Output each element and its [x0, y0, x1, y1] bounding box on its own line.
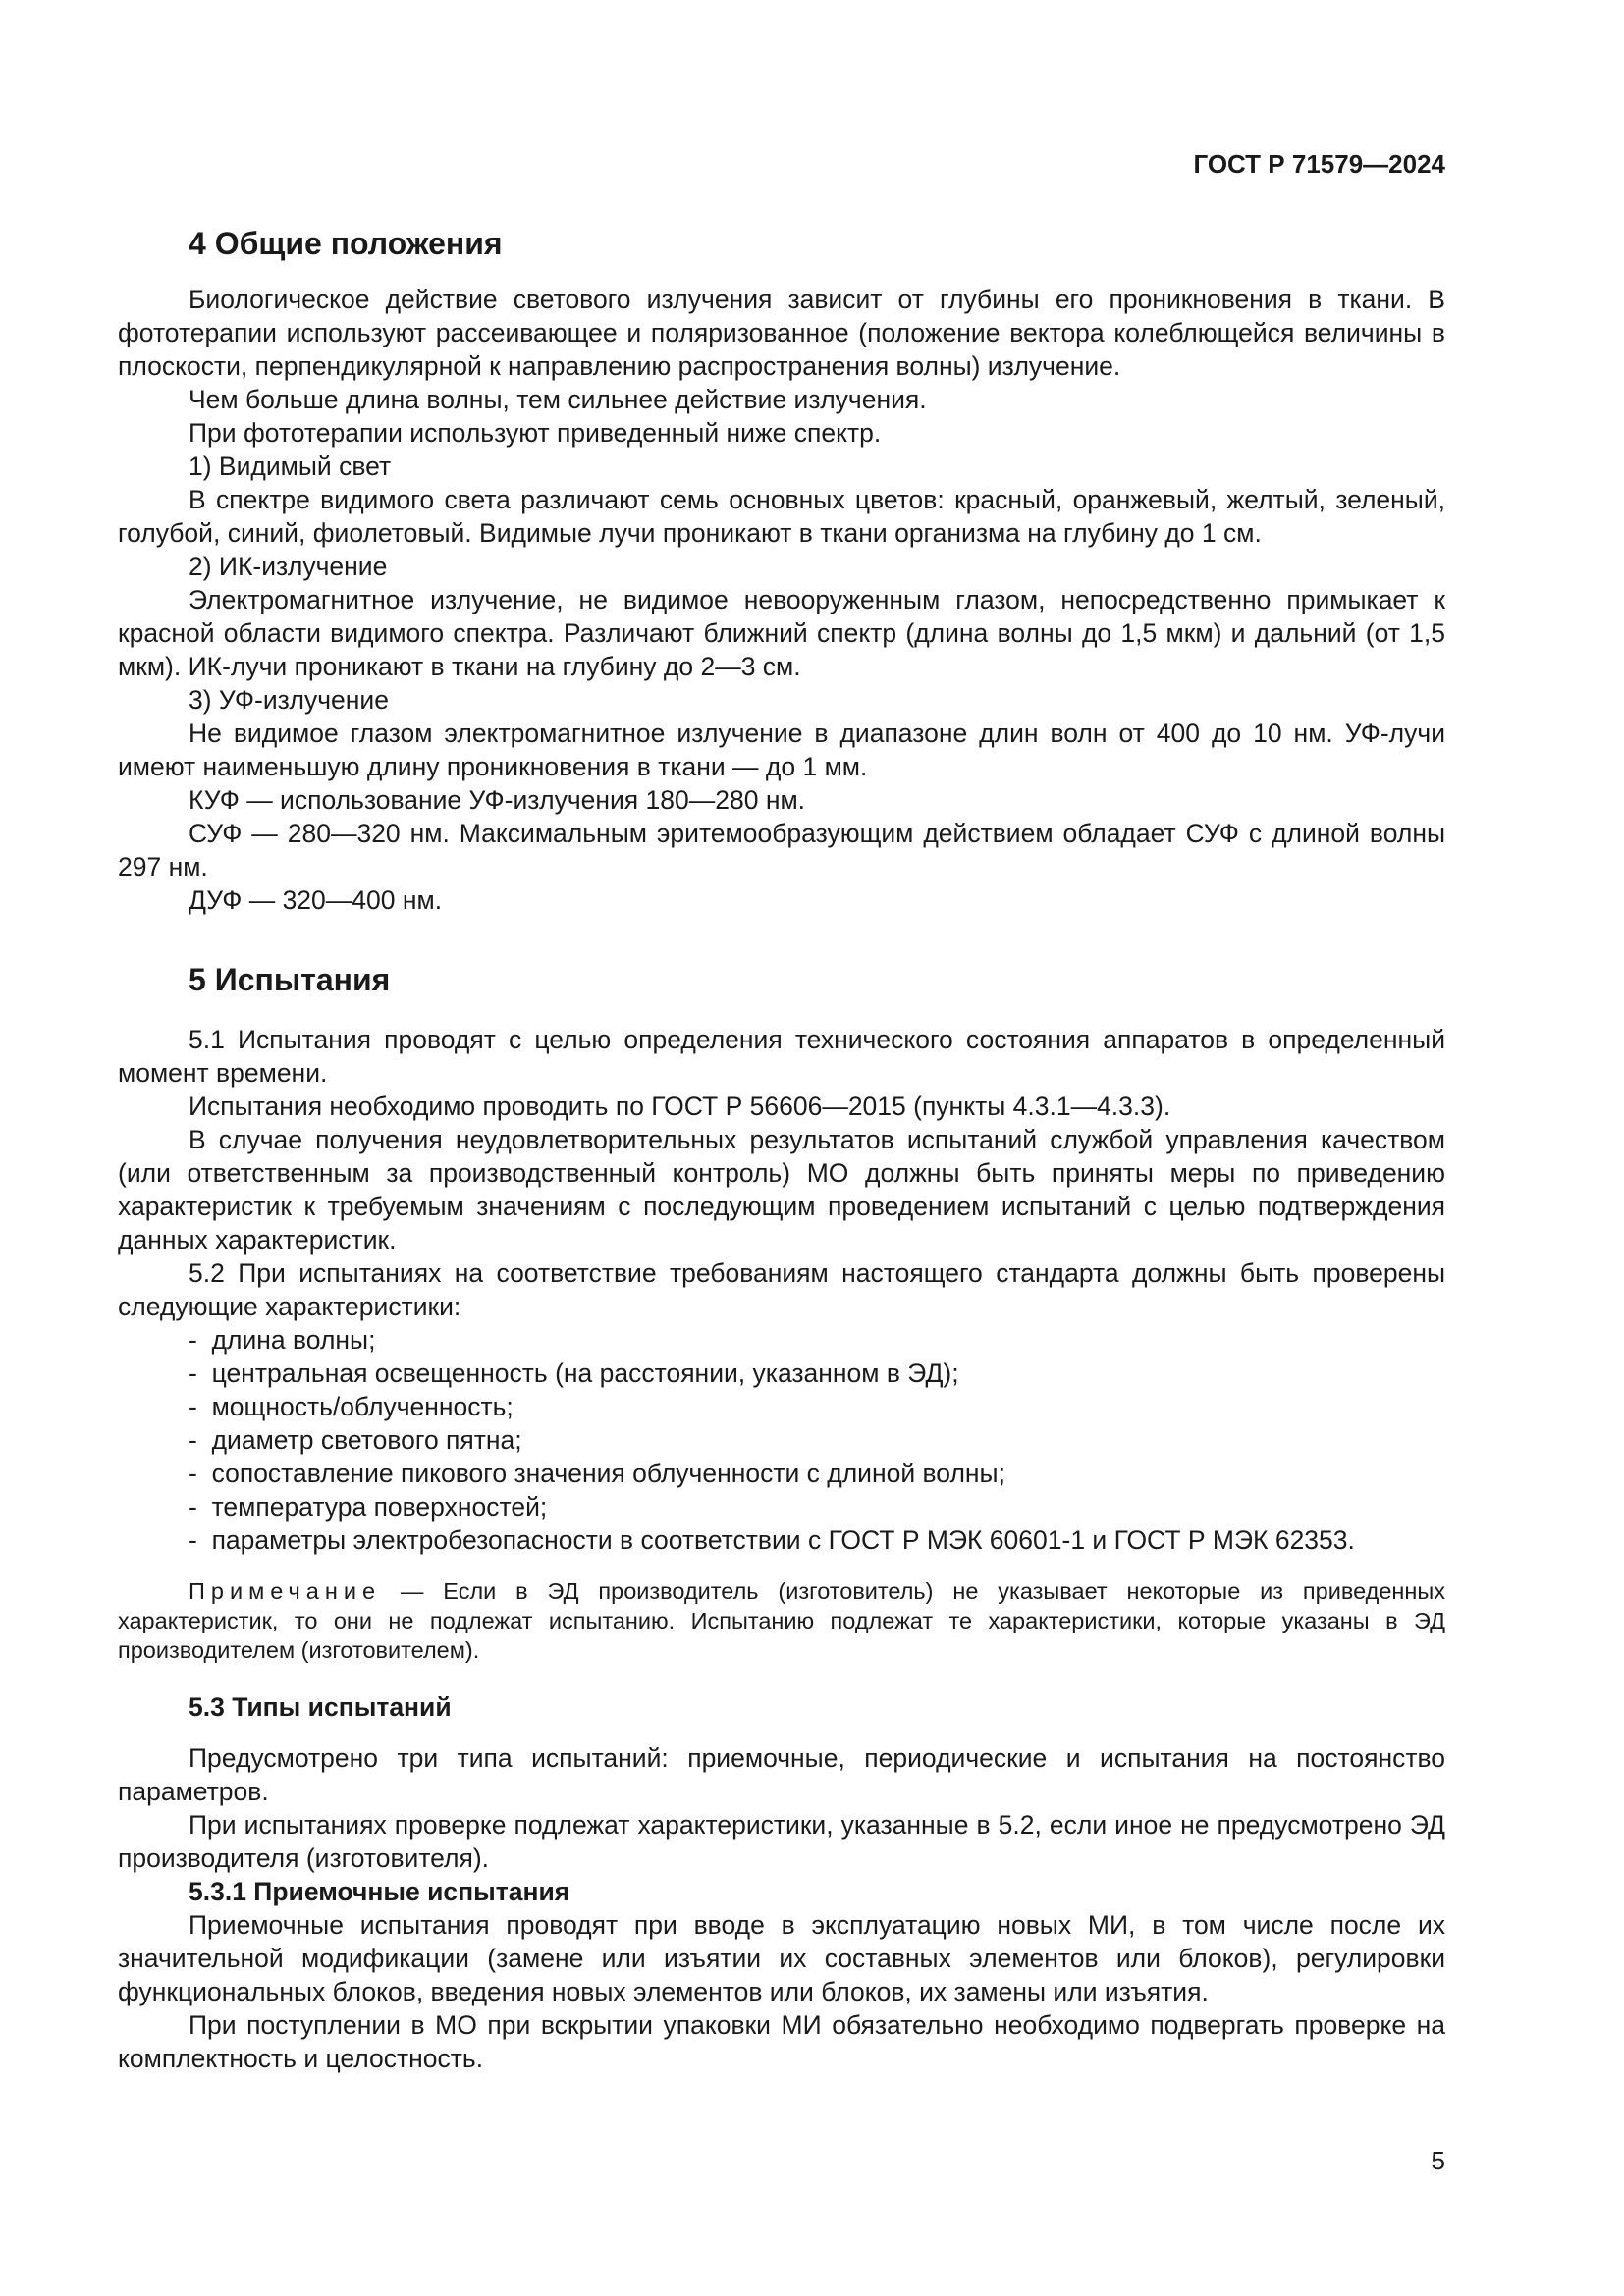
- section-4-paragraph: При фототерапии используют приведенный ниже спектр.: [189, 418, 882, 448]
- section-4-paragraph: В спектре видимого света различают семь основных цветов: красный, оранжевый, желтый, зеленый, голубой, синий, фиолетовый. Видимые лучи проникают в ткани организма на глубину до 1 см.: [118, 485, 1445, 548]
- list-item: - сопоставление пикового значения облученности с длиной волны;: [189, 1457, 1445, 1490]
- section-4-paragraph: Не видимое глазом электромагнитное излучение в диапазоне длин волн от 400 до 10 нм. УФ-лучи имеют наименьшую длину проникновения в ткани — до 1 мм.: [118, 719, 1445, 781]
- subsection-5-3-paragraph: При испытаниях проверке подлежат характеристики, указанные в 5.2, если иное не предусмотрено ЭД производителя (изготовителя).: [118, 1810, 1445, 1873]
- subsection-5-3-title: 5.3 Типы испытаний: [189, 1692, 452, 1722]
- section-5-title: 5 Испытания: [189, 962, 391, 997]
- subsection-5-3-1-title: 5.3.1 Приемочные испытания: [189, 1877, 570, 1906]
- subsection-5-3-1-paragraph: При поступлении в МО при вскрытии упаковки МИ обязательно необходимо подвергать проверке на комплектность и целостность.: [118, 2010, 1445, 2073]
- section-4-paragraph: Чем больше длина волны, тем сильнее действие излучения.: [189, 385, 927, 414]
- note-text: — Если в ЭД производитель (изготовитель) не указывает некоторые из приведенных характеристик, то они не подлежат испытанию. Испытанию подлежат те характеристики, которые указаны в ЭД производителем (изготовителем).: [118, 1578, 1445, 1663]
- spectrum-item-uv: 3) УФ-излучение: [189, 685, 389, 715]
- list-item: - параметры электробезопасности в соответствии с ГОСТ Р МЭК 60601-1 и ГОСТ Р МЭК 62353.: [189, 1523, 1445, 1557]
- list-item: - температура поверхностей;: [189, 1490, 1445, 1523]
- section-4-paragraph: Биологическое действие светового излучения зависит от глубины его проникновения в ткани. В фототерапии используют рассеивающее и поляризованное (положение вектора колеблющейся величины в плоскости, перпендикулярной к направлению распространения волны) излучение.: [118, 285, 1445, 381]
- list-item: - центральная освещенность (на расстоянии, указанном в ЭД);: [189, 1357, 1445, 1390]
- section-4-paragraph: СУФ — 280—320 нм. Максимальным эритемообразующим действием обладает СУФ с длиной волны 297 нм.: [118, 819, 1445, 881]
- note: [118, 1576, 1445, 1665]
- page-number: 5: [1431, 2146, 1445, 2175]
- section-5-paragraph: В случае получения неудовлетворительных результатов испытаний службой управления качеством (или ответственным за производственный контроль) МО должны быть приняты меры по приведению характеристик к требуемым значениям с последующим проведением испытаний с целью подтверждения данных характеристик.: [118, 1125, 1445, 1255]
- page-content: [118, 222, 1445, 2075]
- section-4-title: 4 Общие положения: [189, 226, 503, 261]
- list-item: - длина волны;: [189, 1323, 1445, 1357]
- section-4-paragraph: ДУФ — 320—400 нм.: [189, 885, 443, 915]
- spectrum-item-visible: 1) Видимый свет: [189, 452, 392, 481]
- spectrum-item-ir: 2) ИК-излучение: [189, 552, 388, 581]
- section-5-paragraph: 5.1 Испытания проводят с целью определения технического состояния аппаратов в определенный момент времени.: [118, 1025, 1445, 1088]
- section-4-paragraph: Электромагнитное излучение, не видимое невооруженным глазом, непосредственно примыкает к красной области видимого спектра. Различают ближний спектр (длина волны до 1,5 мкм) и дальний (от 1,5 мкм). ИК-лучи проникают в ткани на глубину до 2—3 см.: [118, 585, 1445, 681]
- note-label: Примечание: [189, 1578, 382, 1604]
- list-item: - диаметр светового пятна;: [189, 1423, 1445, 1457]
- characteristics-list: [118, 1323, 1445, 1557]
- subsection-5-3-paragraph: Предусмотрено три типа испытаний: приемочные, периодические и испытания на постоянство параметров.: [118, 1743, 1445, 1806]
- list-item: - мощность/облученность;: [189, 1390, 1445, 1423]
- standard-code: ГОСТ Р 71579—2024: [1193, 149, 1445, 179]
- section-5-paragraph: 5.2 При испытаниях на соответствие требованиям настоящего стандарта должны быть проверены следующие характеристики:: [118, 1258, 1445, 1321]
- section-4-paragraph: КУФ — использование УФ-излучения 180—280 нм.: [189, 785, 806, 815]
- section-5-paragraph: Испытания необходимо проводить по ГОСТ Р 56606—2015 (пункты 4.3.1—4.3.3).: [189, 1092, 1171, 1121]
- subsection-5-3-1-paragraph: Приемочные испытания проводят при вводе в эксплуатацию новых МИ, в том числе после их значительной модификации (замене или изъятии их составных элементов или блоков), регулировки функциональных блоков, введения новых элементов или блоков, их замены или изъятия.: [118, 1910, 1445, 2006]
